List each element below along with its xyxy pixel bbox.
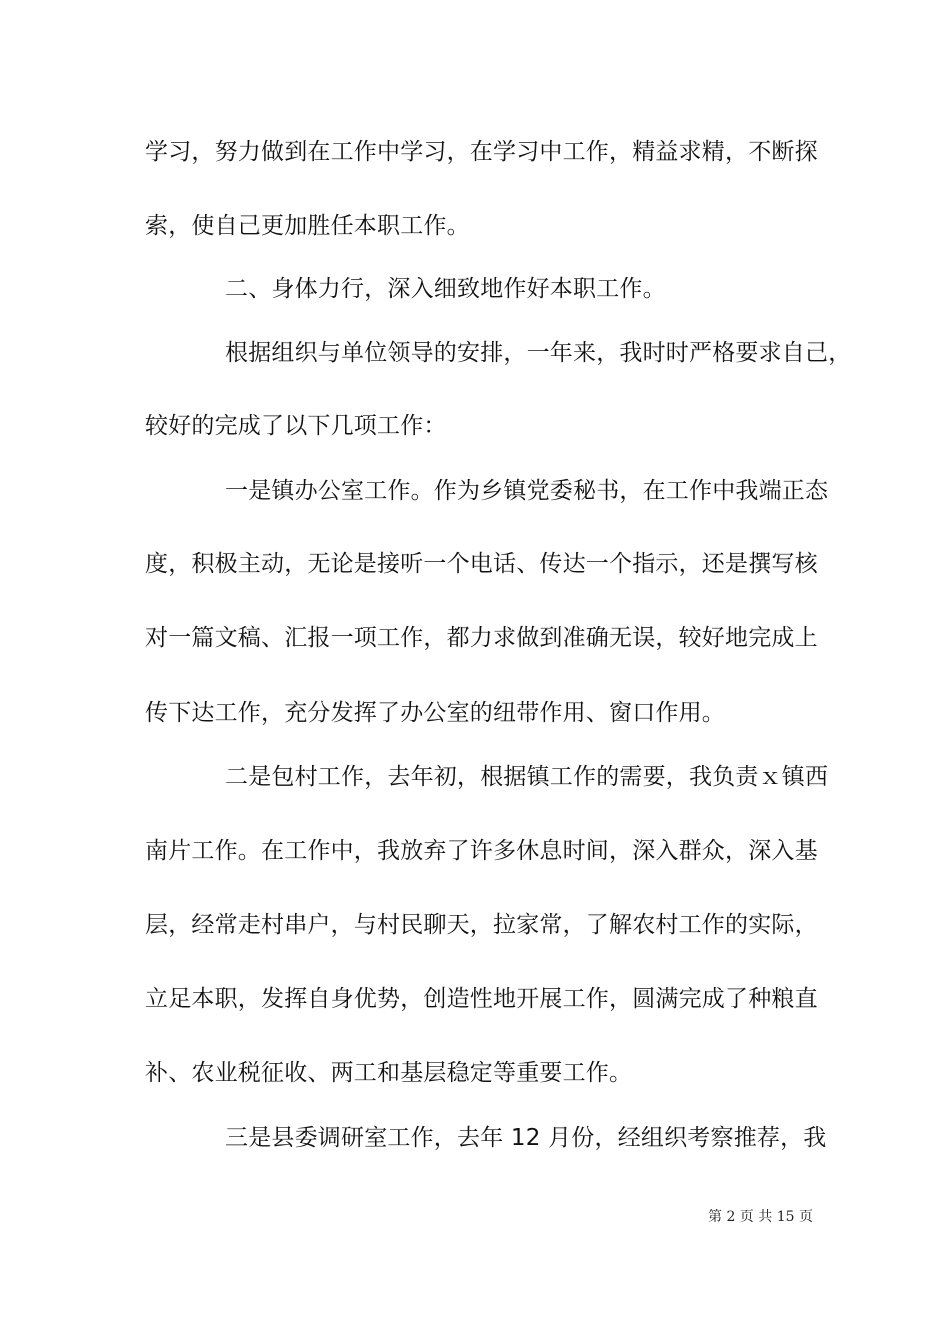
- text-line: 南片工作。在工作中，我放弃了许多休息时间，深入群众，深入基: [145, 838, 818, 864]
- text-line: 较好的完成了以下几项工作：: [145, 413, 447, 439]
- text-line: 根据组织与单位领导的安排，一年来，我时时严格要求自己，: [225, 340, 852, 366]
- text-line: 二是包村工作，去年初，根据镇工作的需要，我负责ｘ镇西: [225, 764, 829, 790]
- page-number: 第 2 页 共 15 页: [708, 1209, 813, 1225]
- text-line: 层，经常走村串户，与村民聊天，拉家常，了解农村工作的实际，: [145, 912, 818, 938]
- text-line: 补、农业税征收、两工和基层稳定等重要工作。: [145, 1060, 633, 1086]
- text-line: 立足本职，发挥自身优势，创造性地开展工作，圆满完成了种粮直: [145, 986, 818, 1012]
- text-line: 一是镇办公室工作。作为乡镇党委秘书，在工作中我端正态: [225, 478, 829, 504]
- text-line: 对一篇文稿、汇报一项工作，都力求做到准确无误，较好地完成上: [145, 625, 818, 651]
- text-line: 三是县委调研室工作，去年 12 月份，经组织考察推荐，我: [225, 1125, 827, 1151]
- text-line: 索，使自己更加胜任本职工作。: [145, 213, 470, 239]
- text-line: 度，积极主动，无论是接听一个电话、传达一个指示，还是撰写核: [145, 551, 818, 577]
- text-line: 传下达工作，充分发挥了办公室的纽带作用、窗口作用。: [145, 700, 725, 726]
- section-heading: 二、身体力行，深入细致地作好本职工作。: [225, 276, 666, 302]
- text-line: 学习，努力做到在工作中学习，在学习中工作，精益求精，不断探: [145, 139, 818, 165]
